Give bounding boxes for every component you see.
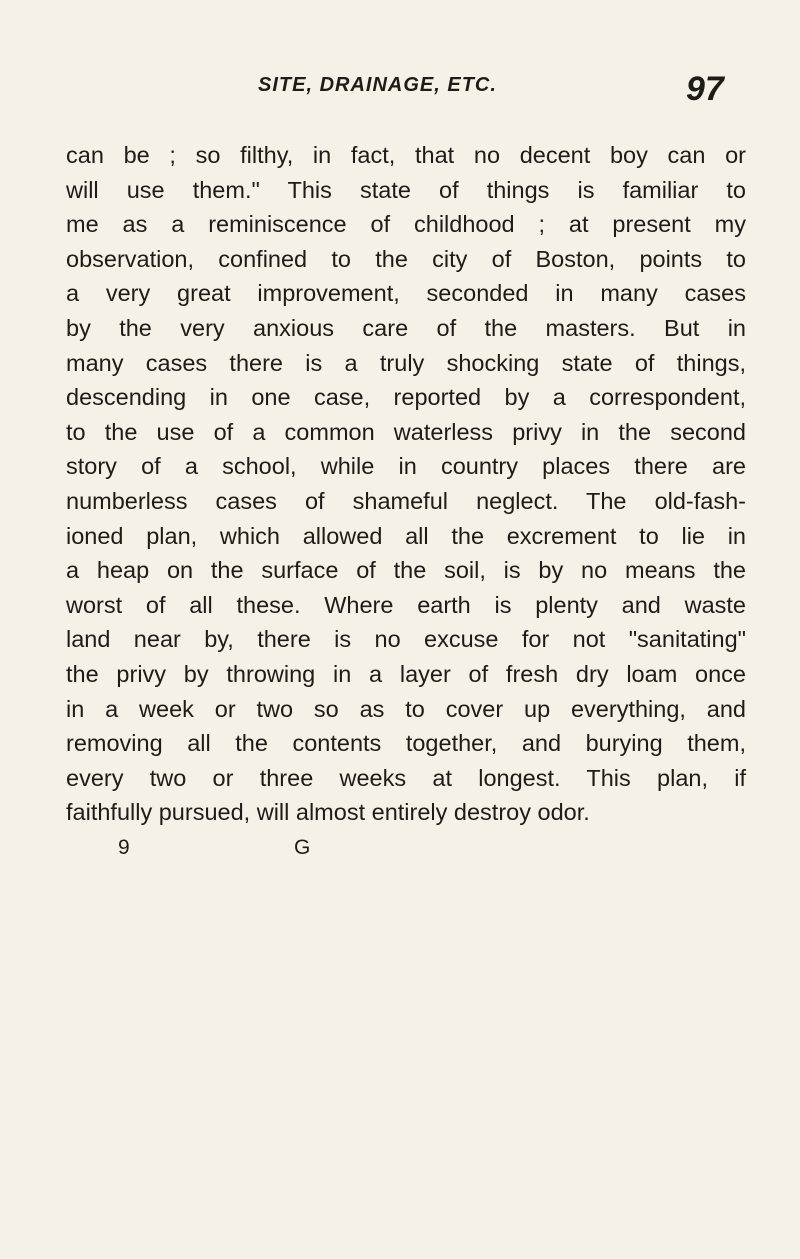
text-line: story of a school, while in country places there are xyxy=(66,453,746,480)
signature-letter: G xyxy=(294,836,311,859)
text-line: observation, confined to the city of Boston, points to xyxy=(66,245,746,272)
page-number: 97 xyxy=(686,70,724,108)
text-line: faithfully pursued, will almost entirely destroy odor. xyxy=(66,799,590,826)
text-line: me as a reminiscence of childhood ; at present my xyxy=(66,211,746,238)
text-line: many cases there is a truly shocking state of things, xyxy=(66,349,746,376)
text-line: to the use of a common waterless privy in the second xyxy=(66,418,746,445)
text-line: numberless cases of shameful neglect. The old-fash- xyxy=(66,487,746,514)
running-head: SITE, DRAINAGE, ETC. xyxy=(258,74,497,96)
text-line: worst of all these. Where earth is plenty and waste xyxy=(66,591,746,618)
signature-number: 9 xyxy=(118,836,130,859)
text-line: ioned plan, which allowed all the excrement to lie in xyxy=(66,522,746,549)
body-text xyxy=(66,138,746,830)
text-line: every two or three weeks at longest. This plan, if xyxy=(66,764,746,791)
text-line: descending in one case, reported by a correspondent, xyxy=(66,384,746,411)
text-line: a heap on the surface of the soil, is by no means the xyxy=(66,557,746,584)
text-line: a very great improvement, seconded in many cases xyxy=(66,280,746,307)
text-line: the privy by throwing in a layer of fresh dry loam once xyxy=(66,660,746,687)
text-line: land near by, there is no excuse for not "sanitating" xyxy=(66,626,746,653)
text-line: in a week or two so as to cover up everything, and xyxy=(66,695,746,722)
text-line: will use them." This state of things is familiar to xyxy=(66,176,746,203)
text-line: by the very anxious care of the masters. But in xyxy=(66,314,746,341)
text-line: can be ; so filthy, in fact, that no decent boy can or xyxy=(66,142,746,168)
text-line: removing all the contents together, and burying them, xyxy=(66,730,746,757)
